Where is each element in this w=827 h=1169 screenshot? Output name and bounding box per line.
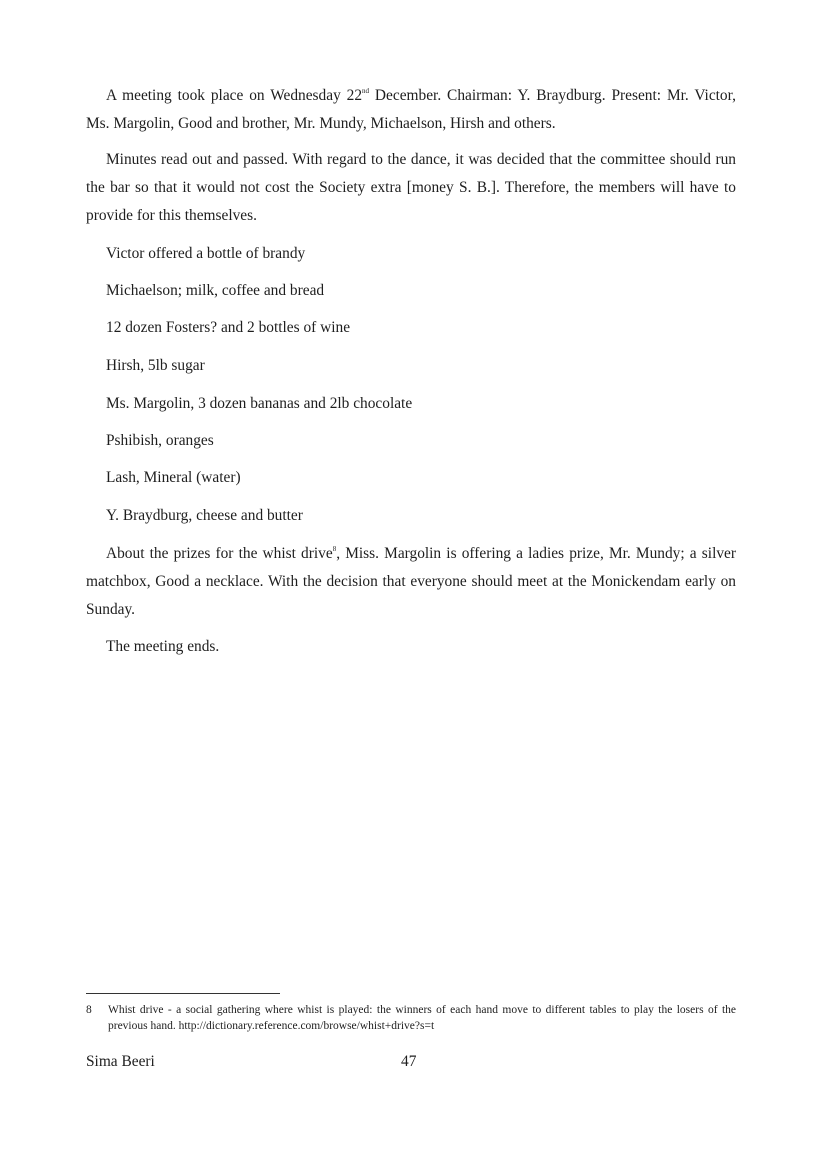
- list-item: 12 dozen Fosters? and 2 bottles of wine: [106, 319, 351, 336]
- footer-author: Sima Beeri: [86, 1053, 155, 1070]
- footnote-text: Whist drive - a social gathering where whist is played: the winners of each hand move to different tables to play the losers of the previous hand. http://dictionary.reference.com/browse/whist+drive?s=t: [108, 1004, 736, 1032]
- list-item: Victor offered a bottle of brandy: [106, 245, 306, 262]
- list-item: Pshibish, oranges: [106, 432, 214, 449]
- paragraph-minutes: Minutes read out and passed. With regard to the dance, it was decided that the committee should run the bar so that it would not cost the Society extra [money S. B.]. Therefore, the members will have to provide for this themselves.: [86, 151, 736, 224]
- footnote-number: 8: [86, 1004, 92, 1016]
- paragraph-text: , Miss. Margolin is offering a ladies prize, Mr. Mundy; a silver matchbox, Good a necklace. With the decision that everyone should meet at the Monickendam early on Sunday.: [86, 545, 736, 618]
- list-item: Hirsh, 5lb sugar: [106, 357, 205, 374]
- page-number: 47: [401, 1053, 417, 1070]
- paragraph-text: A meeting took place on Wednesday 22: [106, 87, 363, 104]
- list-item: Ms. Margolin, 3 dozen bananas and 2lb chocolate: [106, 395, 413, 412]
- paragraph-text: About the prizes for the whist drive: [106, 545, 333, 562]
- footnote-separator: [86, 993, 280, 994]
- paragraph-closing: The meeting ends.: [106, 638, 220, 655]
- paragraph-text: December. Chairman: Y. Braydburg. Present: Mr. Victor, Ms. Margolin, Good and brother, Mr. Mundy, Michaelson, Hirsh and others.: [86, 87, 736, 132]
- list-item: Lash, Mineral (water): [106, 469, 241, 486]
- list-item: Y. Braydburg, cheese and butter: [106, 507, 303, 524]
- list-item: Michaelson; milk, coffee and bread: [106, 282, 325, 299]
- paragraph-meeting-intro: [86, 82, 736, 138]
- ordinal-suffix: nd: [362, 87, 370, 95]
- paragraph-prizes: [86, 540, 736, 624]
- footnote-reference: 8: [332, 545, 337, 553]
